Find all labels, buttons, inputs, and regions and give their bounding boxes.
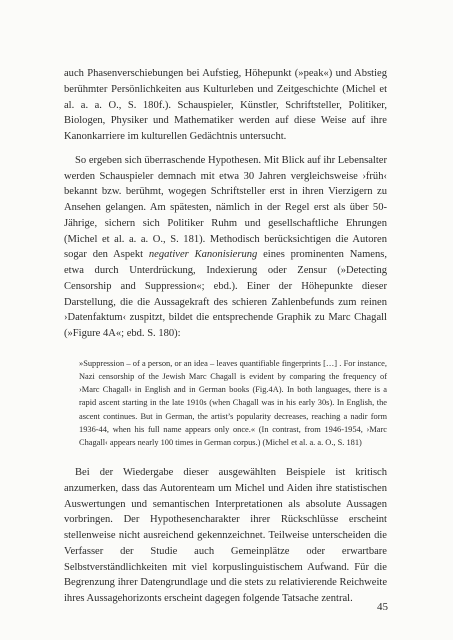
paragraph-3: Bei der Wiedergabe dieser ausgewählten Beispiele ist kritisch anzumerken, dass das Autorenteam um Michel und Aiden ihre statistischen Auswertungen und semantischen Interpretationen als absolute Aussagen vorbringen. Der Hypothesencharakter ihrer Rückschlüsse erscheint stellenweise nicht ausreichend gekennzeichnet. Teilweise unterscheiden die Verfasser der Studie auch Gemeinplätze oder erwartbare Selbstverständlichkeiten mit viel korpuslinguistischem Aufwand. Für die Begrenzung ihrer Datengrundlage und die stets zu relativierende Reichweite ihres Aussagehorizonts erscheint dagegen folgende Tatsache zentral. xyxy=(64,467,387,605)
body-text xyxy=(64,66,387,607)
block-quote: »Suppression – of a person, or an idea – leaves quantifiable fingerprints […] . For instance, Nazi censorship of the Jewish Marc Chagall is evident by comparing the frequency of ›Marc Chagall‹ in English and in German books (Fig.4A). In both languages, there is a rapid ascent starting in the late 1910s (when Chagall was in his early 30s). In English, the ascent continues. But in German, the artist’s popularity decreases, reaching a nadir form 1936-44, when his full name appears only once.« (In contrast, from 1946-1954, ›Marc Chagall‹ appears nearly 100 times in German corpus.) (Michel et al. a. a. O., S. 181) xyxy=(79,358,387,447)
paragraph-2-part-1: So ergeben sich überraschende Hypothesen. Mit Blick auf ihr Lebensalter werden Schauspieler demnach mit etwa 30 Jahren vergleichsweise ›früh‹ bekannt bzw. berühmt, wogegen Schriftsteller erst in ihren Vierzigern zu Ansehen gelangen. Am spätesten, nämlich in der Regel erst als über 50-Jährige, sichern sich Politiker Ruhm und gesellschaftliche Ehrungen (Michel et al. a. a. O., S. 181). Methodisch berücksichtigen die Autoren sogar den Aspekt xyxy=(64,154,387,261)
paragraph-2-part-2: eines prominenten Namens, etwa durch Unterdrückung, Indexierung oder Zensur (»Detecting Censorship and Suppression«; ebd.). Einer der Höhepunkte dieser Darstellung, die die Aussagekraft des schieren Zahlenbefunds zum reinen ›Datenfaktum‹ zuspitzt, bildet die entsprechende Graphik zu Marc Chagall (»Figure 4A«; ebd. S. 180): xyxy=(64,249,387,339)
paragraph-1: auch Phasenverschiebungen bei Aufstieg, Höhepunkt (»peak«) und Abstieg berühmter Persönlichkeiten aus Kulturleben und Zeitgeschichte (Michel et al. a. a. O., S. 180f.). Schauspieler, Künstler, Schriftsteller, Politiker, Biologen, Physiker und Mathematiker werden auf diese Weise auf ihre Kanonkarriere im kulturellen Gedächtnis untersucht. xyxy=(64,68,387,142)
emphasis-negative-canonization: negativer Kanonisierung xyxy=(148,249,258,261)
page-number: 45 xyxy=(377,601,388,613)
paragraph-2 xyxy=(64,153,387,342)
